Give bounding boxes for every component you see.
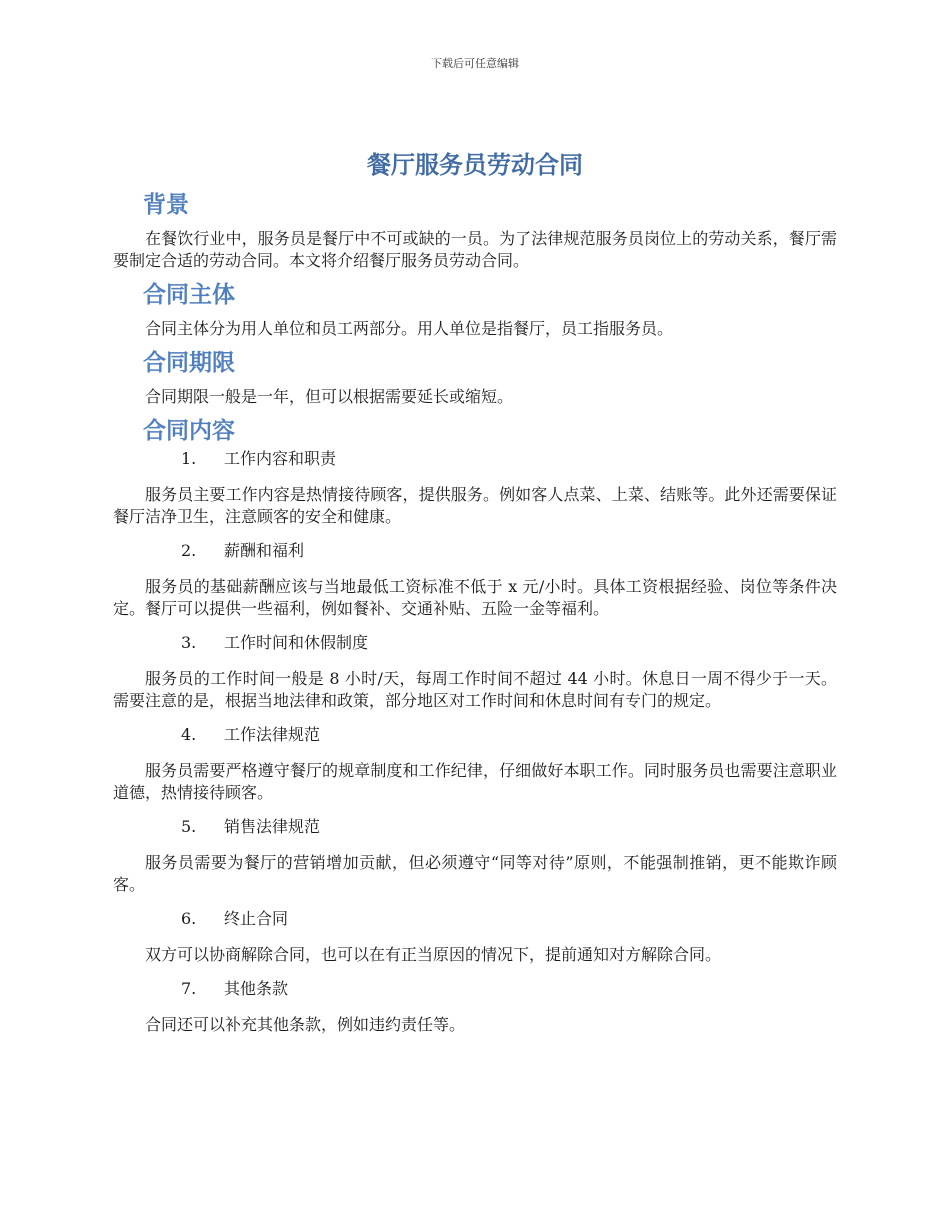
list-number: 1.: [181, 449, 197, 468]
list-item: [113, 908, 837, 966]
section-paragraph: 在餐饮行业中，服务员是餐厅中不可或缺的一员。为了法律规范服务员岗位上的劳动关系，餐厅需要制定合适的劳动合同。本文将介绍餐厅服务员劳动合同。: [113, 229, 837, 270]
section-heading: 背景: [143, 192, 189, 218]
list-item-title: 终止合同: [224, 909, 289, 928]
list-item-paragraph: 服务员需要为餐厅的营销增加贡献，但必须遵守“同等对待”原则，不能强制推销，更不能欺诈顾客。: [113, 853, 837, 894]
list-item-paragraph: 服务员主要工作内容是热情接待顾客，提供服务。例如客人点菜、上菜、结账等。此外还需要保证餐厅洁净卫生，注意顾客的安全和健康。: [113, 485, 837, 526]
list-item-title: 其他条款: [224, 979, 289, 998]
section-background: [113, 188, 837, 272]
document-title: 餐厅服务员劳动合同: [367, 151, 583, 179]
list-item: [113, 724, 837, 804]
section-paragraph: 合同期限一般是一年，但可以根据需要延长或缩短。: [145, 387, 514, 406]
list-item-title: 销售法律规范: [224, 817, 321, 836]
list-number: 3.: [181, 633, 197, 652]
list-item-paragraph: 双方可以协商解除合同，也可以在有正当原因的情况下，提前通知对方解除合同。: [145, 945, 722, 964]
list-number: 7.: [181, 979, 197, 998]
list-item-title: 工作时间和休假制度: [224, 633, 369, 652]
list-item: [113, 816, 837, 896]
section-heading: 合同主体: [143, 282, 235, 308]
list-item-paragraph: 合同还可以补充其他条款，例如违约责任等。: [145, 1015, 466, 1034]
list-item: [113, 632, 837, 712]
list-item-paragraph: 服务员的工作时间一般是 8 小时/天，每周工作时间不超过 44 小时。休息日一周不得少于一天。需要注意的是，根据当地法律和政策，部分地区对工作时间和休息时间有专门的规定。: [113, 669, 837, 710]
section-heading: 合同内容: [143, 418, 235, 444]
list-item: [113, 540, 837, 620]
list-number: 6.: [181, 909, 197, 928]
section-contract-parties: [113, 278, 837, 340]
list-number: 4.: [181, 725, 197, 744]
list-number: 2.: [181, 541, 197, 560]
section-contract-term: [113, 346, 837, 408]
list-item: [113, 448, 837, 528]
section-heading: 合同期限: [143, 350, 235, 376]
list-item-paragraph: 服务员的基础薪酬应该与当地最低工资标准不低于 x 元/小时。具体工资根据经验、岗位等条件决定。餐厅可以提供一些福利，例如餐补、交通补贴、五险一金等福利。: [113, 577, 837, 618]
document-page: [113, 140, 837, 1048]
list-item-paragraph: 服务员需要严格遵守餐厅的规章制度和工作纪律，仔细做好本职工作。同时服务员也需要注意职业道德，热情接待顾客。: [113, 761, 837, 802]
list-item-title: 薪酬和福利: [224, 541, 305, 560]
list-item-title: 工作法律规范: [224, 725, 321, 744]
list-number: 5.: [181, 817, 197, 836]
header-note: 下载后可任意编辑: [431, 57, 519, 70]
list-item-title: 工作内容和职责: [224, 449, 337, 468]
section-paragraph: 合同主体分为用人单位和员工两部分。用人单位是指餐厅，员工指服务员。: [145, 319, 674, 338]
section-contract-content: [113, 414, 837, 1036]
list-item: [113, 978, 837, 1036]
